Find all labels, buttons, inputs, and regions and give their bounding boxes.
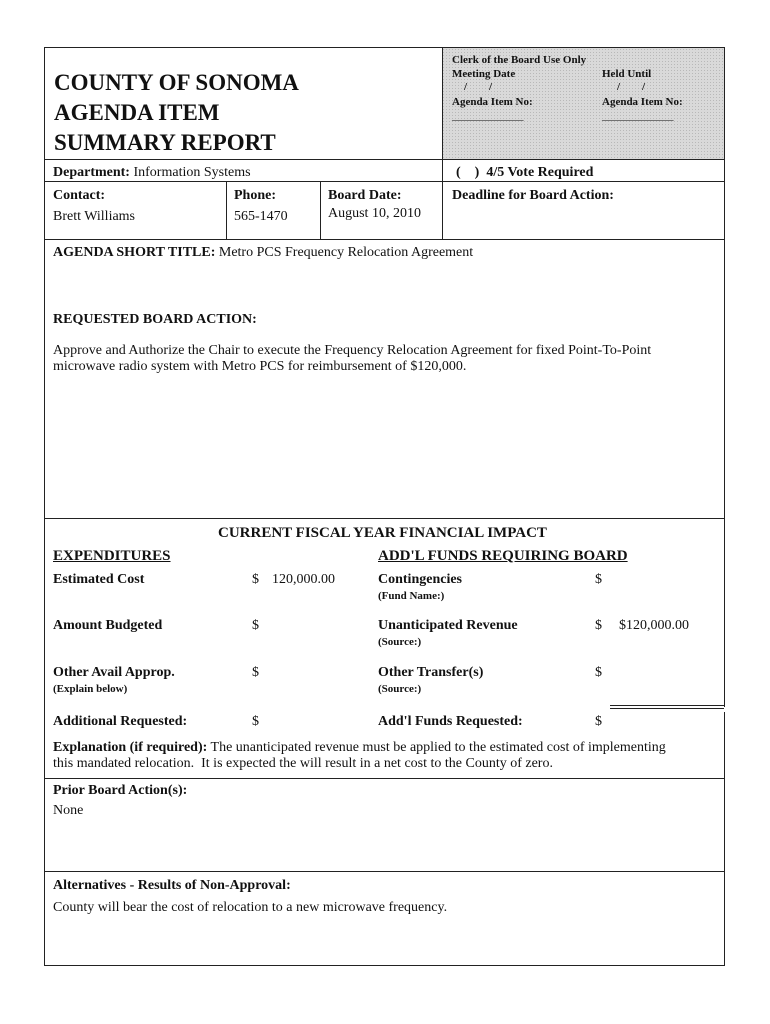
prior-action-row-top [44, 778, 725, 779]
contact-phone-divider [226, 181, 227, 239]
source-label-2: (Source:) [378, 683, 422, 695]
totals-rule-2 [610, 708, 724, 709]
department-value: Information Systems [133, 165, 251, 180]
totals-rule-1 [610, 705, 724, 706]
explanation-line-2: this mandated relocation. It is expected the will result in a net cost to the County of zero. [53, 756, 553, 771]
explanation-text [53, 740, 721, 772]
meeting-date-label: Meeting Date [452, 68, 516, 80]
phone-label: Phone: [234, 188, 276, 203]
other-avail-label: Other Avail Approp. [53, 665, 175, 680]
contact-label: Contact: [53, 188, 106, 203]
agenda-item-no-label: Agenda Item No: [452, 96, 533, 108]
department-row-top [44, 159, 725, 160]
contingencies-label: Contingencies [378, 572, 462, 587]
prior-action-label: Prior Board Action(s): [53, 783, 188, 798]
form-border-right-lower [724, 712, 725, 966]
short-title-row-top [44, 239, 725, 240]
agenda-item-no-value-2: _____________ [602, 110, 674, 122]
phone-value: 565-1470 [234, 209, 288, 224]
unanticipated-revenue-value: $120,000.00 [619, 618, 689, 633]
phone-board-date-divider [320, 181, 321, 239]
unanticipated-revenue-label: Unanticipated Revenue [378, 618, 518, 633]
agenda-item-no-value: _____________ [452, 110, 524, 122]
held-until-label: Held Until [602, 68, 652, 80]
form-border-left [44, 47, 45, 966]
alternatives-row-top [44, 871, 725, 872]
meeting-date-value: / / [464, 81, 493, 93]
department-label: Department: [53, 165, 130, 180]
explanation-label: Explanation (if required): [53, 740, 208, 755]
clerk-heading: Clerk of the Board Use Only [452, 54, 587, 66]
title-line-3: SUMMARY REPORT [54, 130, 276, 155]
board-date-value: August 10, 2010 [328, 206, 421, 221]
held-until-value: / / [617, 81, 646, 93]
vote-required: ( ) 4/5 Vote Required [456, 165, 594, 180]
source-label-1: (Source:) [378, 636, 422, 648]
explain-below-label: (Explain below) [53, 683, 128, 695]
title-line-1: COUNTY OF SONOMA [54, 70, 299, 95]
other-transfer-label: Other Transfer(s) [378, 665, 484, 680]
addl-funds-requested-label: Add'l Funds Requested: [378, 714, 523, 729]
fiscal-section-top [44, 518, 725, 519]
requested-action-text [53, 343, 651, 375]
contingencies-dollar: $ [595, 572, 602, 587]
requested-action-label: REQUESTED BOARD ACTION: [53, 312, 257, 327]
expenditures-label: EXPENDITURES [53, 548, 171, 564]
report-title [54, 68, 299, 158]
short-title-label: AGENDA SHORT TITLE: [53, 245, 216, 260]
requested-action-line-1: Approve and Authorize the Chair to execute the Frequency Relocation Agreement for fixed Point-To-Point [53, 343, 652, 358]
department-field [53, 165, 251, 181]
additional-requested-label: Additional Requested: [53, 714, 188, 729]
requested-action-line-2: microwave radio system with Metro PCS for reimbursement of $120,000. [53, 359, 467, 374]
additional-requested-dollar: $ [252, 714, 259, 729]
agenda-item-no-label-2: Agenda Item No: [602, 96, 683, 108]
board-date-label: Board Date: [328, 188, 402, 203]
estimated-cost-value: 120,000.00 [272, 572, 335, 587]
agenda-short-title [53, 245, 473, 261]
addl-funds-requested-dollar: $ [595, 714, 602, 729]
amount-budgeted-dollar: $ [252, 618, 259, 633]
form-border-bottom [44, 965, 725, 966]
fund-name-label: (Fund Name:) [378, 590, 445, 602]
deadline-label: Deadline for Board Action: [452, 188, 614, 203]
contact-row-top [44, 181, 725, 182]
contact-value: Brett Williams [53, 209, 136, 224]
title-line-2: AGENDA ITEM [54, 100, 220, 125]
fiscal-heading: CURRENT FISCAL YEAR FINANCIAL IMPACT [218, 525, 547, 541]
unanticipated-revenue-dollar: $ [595, 618, 602, 633]
other-avail-dollar: $ [252, 665, 259, 680]
short-title-value: Metro PCS Frequency Relocation Agreement [218, 245, 474, 260]
explanation-line-1: The unanticipated revenue must be applied to the estimated cost of implementing [207, 740, 666, 755]
clerk-box-divider [442, 47, 443, 239]
estimated-cost-dollar: $ [252, 572, 259, 587]
alternatives-label: Alternatives - Results of Non-Approval: [53, 878, 291, 893]
alternatives-value: County will bear the cost of relocation to a new microwave frequency. [53, 900, 448, 915]
other-transfer-dollar: $ [595, 665, 602, 680]
amount-budgeted-label: Amount Budgeted [53, 618, 163, 633]
addl-funds-label: ADD'L FUNDS REQUIRING BOARD [378, 548, 628, 564]
estimated-cost-label: Estimated Cost [53, 572, 145, 587]
prior-action-value: None [53, 803, 84, 818]
form-border-right [724, 47, 725, 707]
